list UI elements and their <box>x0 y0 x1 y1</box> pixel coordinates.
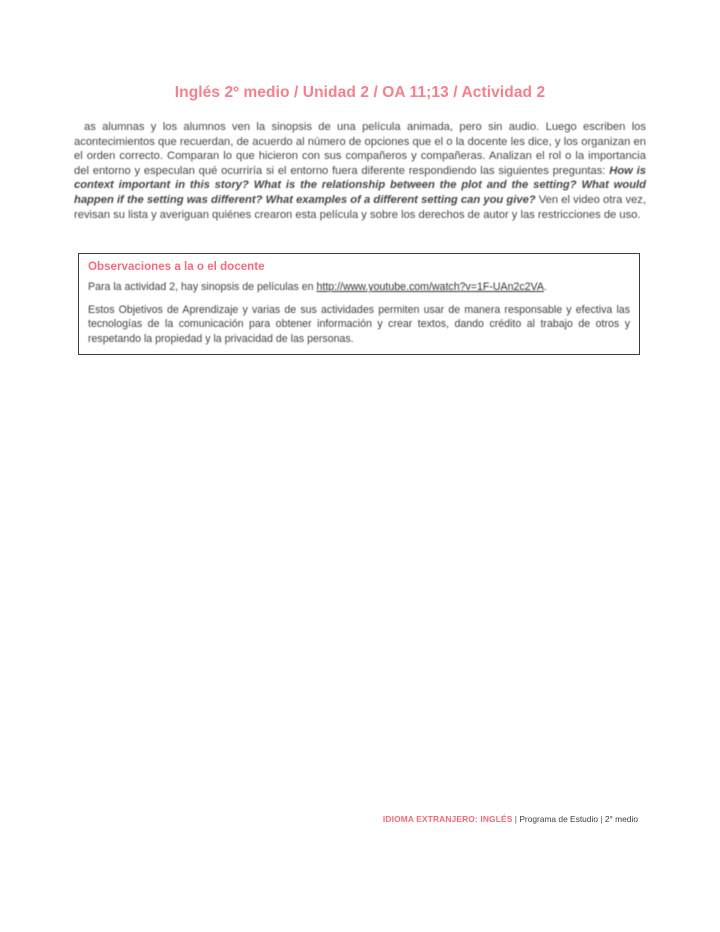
activity-body <box>74 120 646 222</box>
page-title: Inglés 2º medio / Unidad 2 / OA 11;13 / Actividad 2 <box>174 84 546 101</box>
observations-link-suffix: . <box>543 281 547 293</box>
page-footer <box>0 814 720 824</box>
activity-text-tail: Ven el video otra vez, revisan su lista y averiguan quiénes crearon esta película y sobre los derechos de autor y las restricciones de uso. <box>74 193 647 221</box>
footer-level: 2° medio <box>604 814 638 824</box>
youtube-link[interactable]: http://www.youtube.com/watch?v=1F-UAn2c2VA <box>316 281 544 293</box>
footer-separator-1: | <box>512 814 520 824</box>
teacher-observations-box <box>78 253 640 355</box>
observations-heading: Observaciones a la o el docente <box>88 260 265 273</box>
activity-text-lead: as alumnas y los alumnos ven la sinopsis de una película animada, pero sin audio. Luego escriben los acontecimientos que recuerdan, de acuerdo al número de opciones que el o la docente les dice, y los organizan en el orden correcto. Comparan lo que hicieron con sus compañeros y compañeras. Analizan el rol o la importancia del entorno y especulan qué ocurriría si el entorno fuera diferente respondiendo las siguientes preguntas: <box>74 121 646 177</box>
observations-link-prefix: Para la actividad 2, hay sinopsis de películas en <box>88 281 317 293</box>
footer-subject: IDIOMA EXTRANJERO: INGLÉS <box>382 814 513 824</box>
activity-paragraph <box>74 120 646 222</box>
activity-questions: How is context important in this story? What is the relationship between the plot and the setting? What would happen if the setting was different? What examples of a different setting can you give? <box>74 164 646 206</box>
footer-program: Programa de Estudio <box>519 814 598 824</box>
footer-separator-2: | <box>598 814 605 824</box>
observations-paragraph-2: Estos Objetivos de Aprendizaje y varias de sus actividades permiten usar de manera responsable y efectiva las tecnologías de la comunicación para obtener información y crear textos, dando crédito al trabajo de otros y respetando la propiedad y la privacidad de las personas. <box>88 304 630 345</box>
observations-paragraph-1 <box>88 280 630 294</box>
